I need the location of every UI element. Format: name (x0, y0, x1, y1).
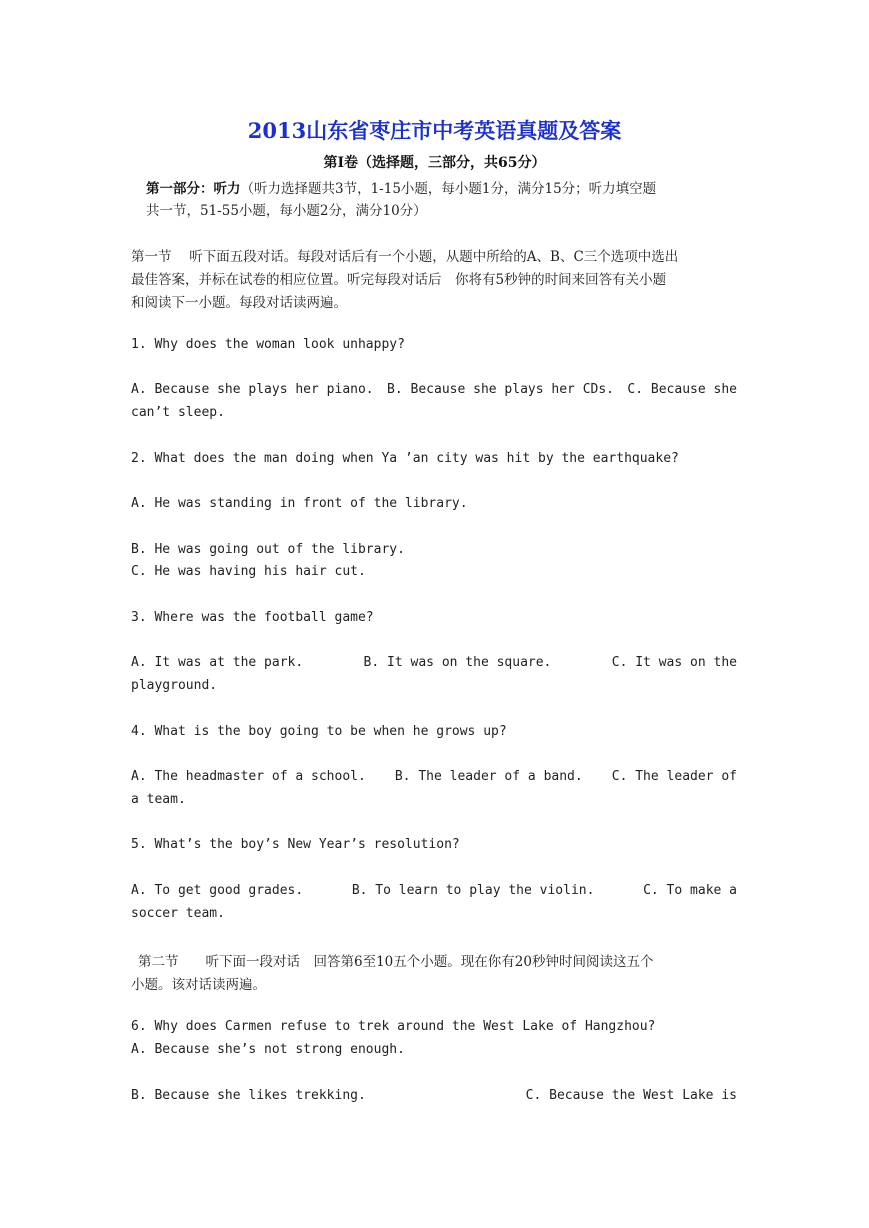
option-a: A. The headmaster of a school. (131, 769, 366, 784)
option-b: B. Because she plays her CDs. (387, 382, 615, 397)
question-4-options (131, 769, 737, 784)
question-1: 1. Why does the woman look unhappy? (131, 337, 405, 352)
question-1-options (131, 382, 737, 397)
section2-instructions-line2: 小题。该对话读两遍。 (131, 977, 266, 993)
option-b: B. He was going out of the library. (131, 542, 405, 557)
part1-desc-cont: 共一节，51-55小题，每小题2分，满分10分） (146, 203, 427, 219)
option-b: B. It was on the square. (363, 655, 552, 670)
option-c-continued: playground. (131, 678, 218, 693)
section1-instructions-line3: 和阅读下一小题。每段对话读两遍。 (131, 295, 347, 311)
question-6-options (131, 1088, 737, 1103)
question-3: 3. Where was the football game? (131, 610, 374, 625)
option-b: B. Because she likes trekking. (131, 1088, 366, 1103)
part1-desc: （听力选择题共3节，1-15小题，每小题1分，满分15分；听力填空题 (240, 181, 657, 197)
option-c: C. It was on the (611, 655, 737, 670)
question-5-options (131, 883, 737, 898)
question-3-options (131, 655, 737, 670)
option-c-continued: a team. (131, 792, 186, 807)
option-a: A. Because she plays her piano. (131, 382, 374, 397)
option-c-continued: can’t sleep. (131, 405, 225, 420)
option-b: B. The leader of a band. (394, 769, 583, 784)
option-c: C. The leader of (611, 769, 737, 784)
question-2: 2. What does the man doing when Ya ’an city was hit by the earthquake? (131, 451, 679, 466)
question-5: 5. What’s the boy’s New Year’s resolution? (131, 837, 460, 852)
section1-instructions-line1: 第一节 听下面五段对话。每段对话后有一个小题，从题中所给的A、B、C三个选项中选出 (131, 249, 679, 265)
option-a: A. To get good grades. (131, 883, 304, 898)
question-4: 4. What is the boy going to be when he grows up? (131, 724, 507, 739)
option-c: C. He was having his hair cut. (131, 564, 366, 579)
option-a: A. He was standing in front of the library. (131, 496, 468, 511)
option-c: C. To make a (643, 883, 737, 898)
option-c: C. Because she (627, 382, 737, 397)
section2-instructions-line1: 第二节 听下面一段对话 回答第6至10五个小题。现在你有20秒钟时间阅读这五个 (138, 954, 654, 970)
option-c: C. Because the West Lake is (525, 1088, 737, 1103)
option-a: A. It was at the park. (131, 655, 304, 670)
page-title: 2013山东省枣庄市中考英语真题及答案 (247, 118, 622, 143)
question-6: 6. Why does Carmen refuse to trek around the West Lake of Hangzhou? (131, 1019, 656, 1034)
part1-line1 (146, 177, 656, 197)
option-b: B. To learn to play the violin. (351, 883, 595, 898)
part1-heading: 第一部分：听力 (146, 181, 241, 197)
option-a: A. Because she’s not strong enough. (131, 1042, 405, 1057)
section1-instructions-line2: 最佳答案，并标在试卷的相应位置。听完每段对话后 你将有5秒钟的时间来回答有关小题 (131, 272, 667, 288)
option-c-continued: soccer team. (131, 906, 225, 921)
paper-subtitle: 第Ⅰ卷（选择题，三部分，共65分） (323, 155, 546, 171)
